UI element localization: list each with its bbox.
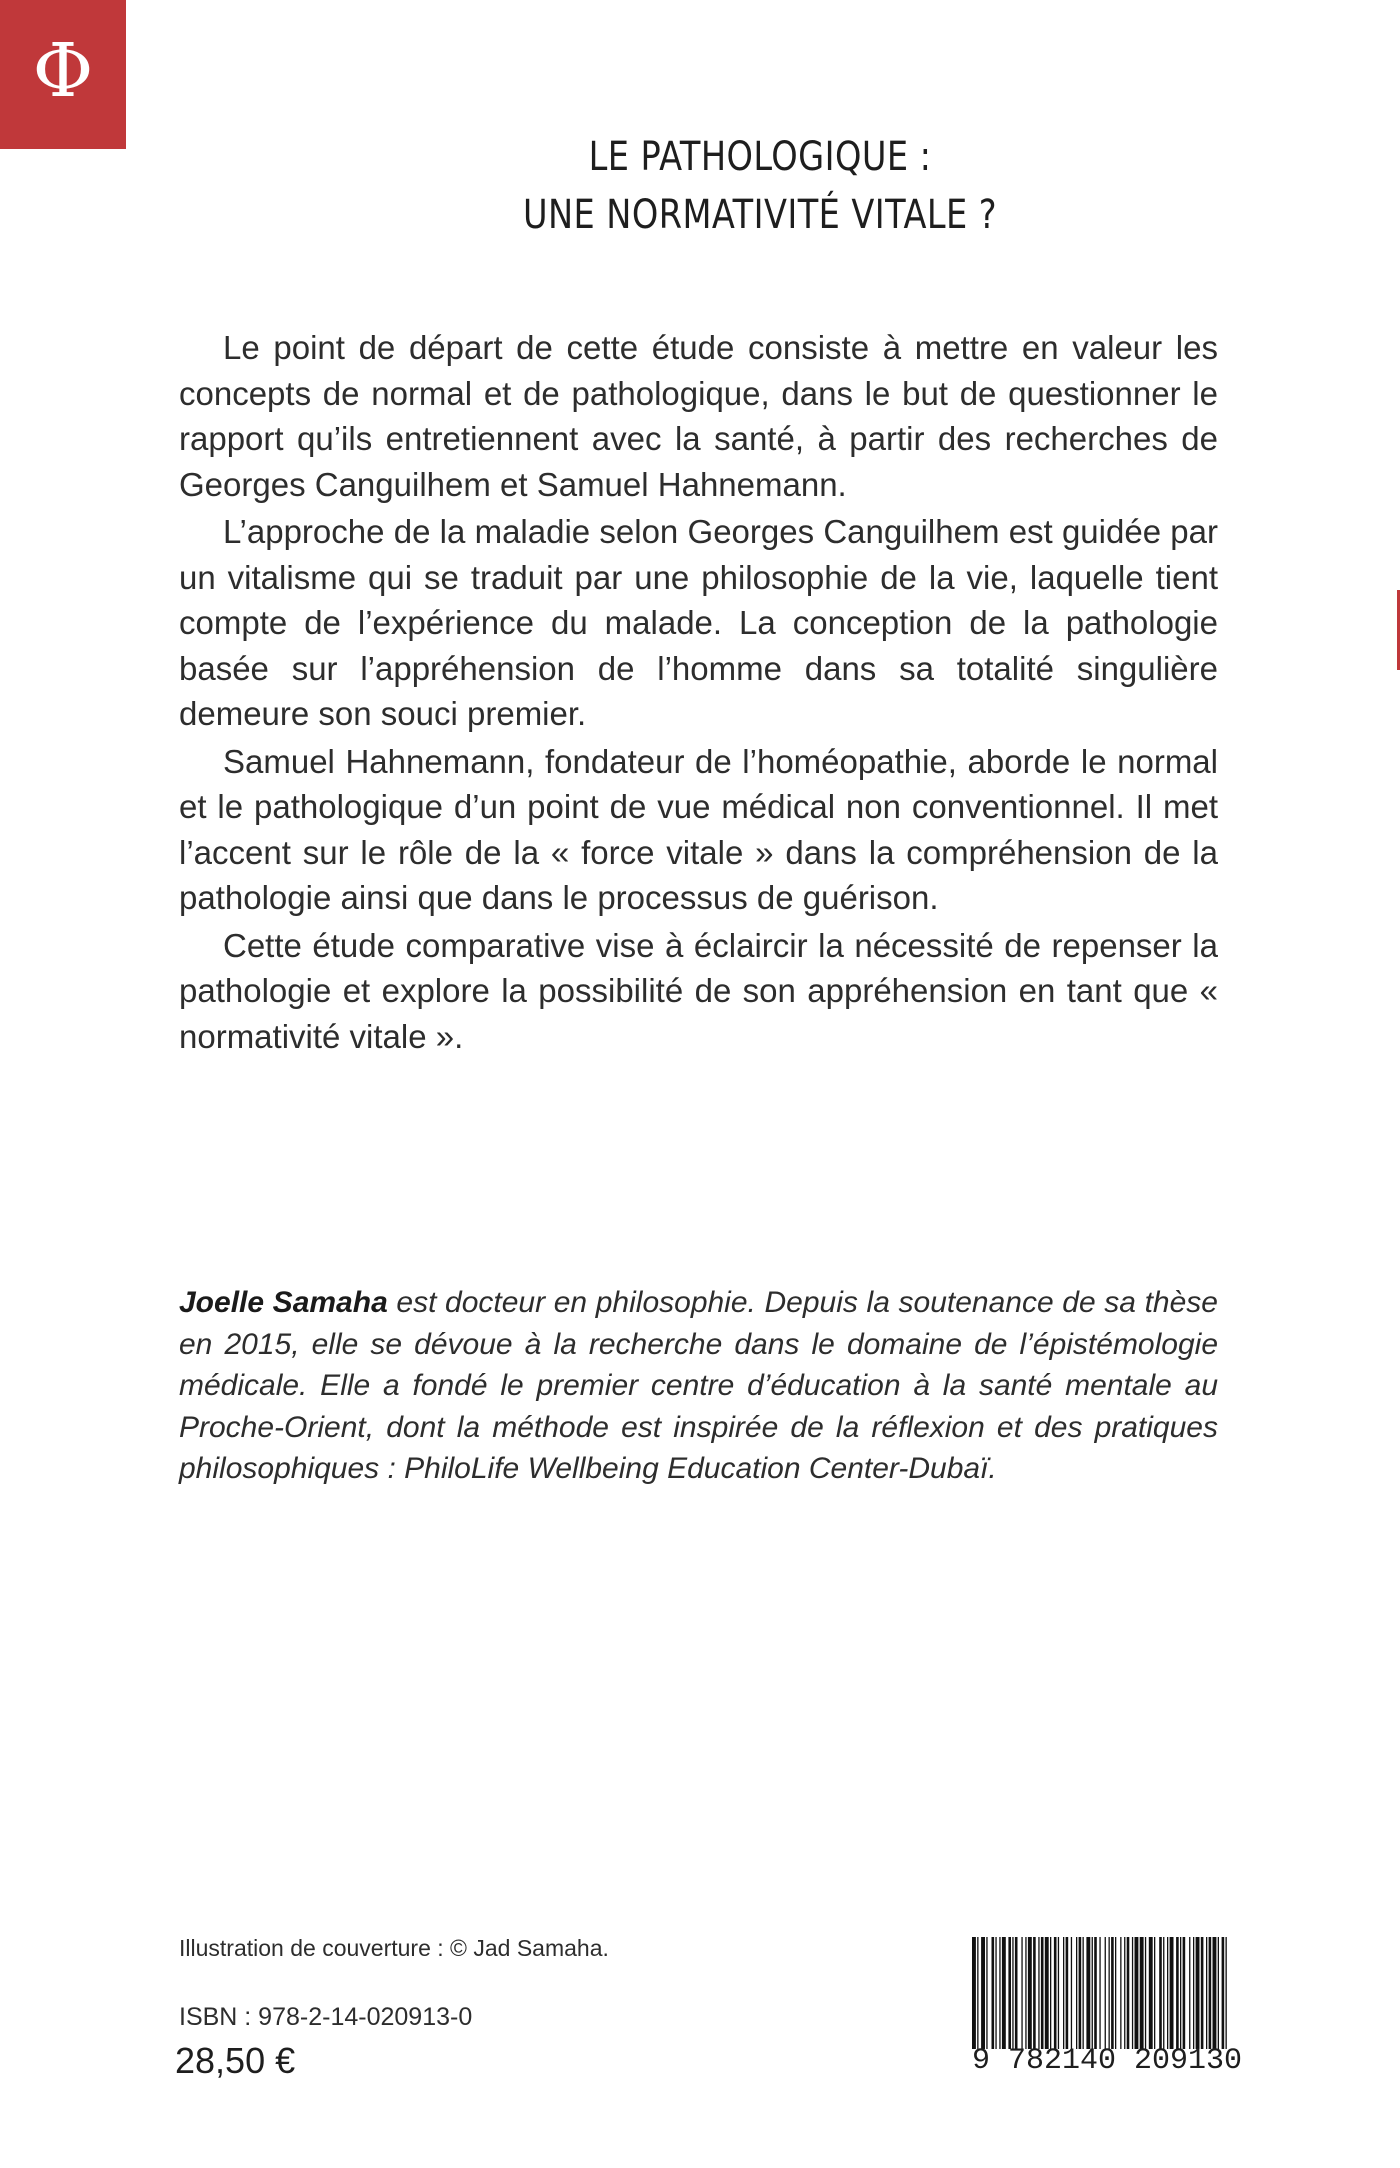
- barcode-digits: 9 782140 209130: [972, 2044, 1243, 2078]
- summary-paragraph: Cette étude comparative vise à éclaircir la nécessité de repenser la pathologie et explore la possibilité de son appréhension en tant que « normativité vitale ».: [179, 926, 1218, 1055]
- price: 28,50 €: [175, 2040, 296, 2081]
- author-name: Joelle Samaha: [179, 1286, 388, 1319]
- title-line-1: LE PATHOLOGIQUE :: [588, 134, 932, 180]
- phi-logo-glyph: Φ: [32, 27, 94, 114]
- barcode-bars: [972, 1937, 1230, 2049]
- author-bio-text: est docteur en philosophie. Depuis la soutenance de sa thèse en 2015, elle se dévoue à la recherche dans le domaine de l’épistémologie médicale. Elle a fondé le premier centre d’éducation à la santé mentale au Proche-Orient, dont la méthode est inspirée de la réflexion et des pratiques philosophiques : PhiloLife Wellbeing Education Center-Dubaï.: [179, 1286, 1218, 1485]
- title-line-2: UNE NORMATIVITÉ VITALE ?: [522, 192, 998, 238]
- summary-paragraph: Le point de départ de cette étude consiste à mettre en valeur les concepts de normal et de pathologique, dans le but de questionner le rapport qu’ils entretiennent avec la santé, à partir des recherches de Georges Canguilhem et Samuel Hahnemann.: [179, 329, 1218, 503]
- isbn: ISBN : 978-2-14-020913-0: [179, 2003, 473, 2031]
- summary-paragraph: Samuel Hahnemann, fondateur de l’homéopathie, aborde le normal et le pathologique d’un point de vue médical non conventionnel. Il met l’accent sur le rôle de la « force vitale » dans la compréhension de la pathologie ainsi que dans le processus de guérison.: [179, 742, 1218, 916]
- book-summary: [179, 325, 1218, 1061]
- cover-credit: Illustration de couverture : © Jad Samaha.: [179, 1935, 609, 1961]
- summary-paragraph: L’approche de la maladie selon Georges Canguilhem est guidée par un vitalisme qui se traduit par une philosophie de la vie, laquelle tient compte de l’expérience du malade. La conception de la pathologie basée sur l’appréhension de l’homme dans sa totalité singulière demeure son souci premier.: [179, 513, 1218, 732]
- book-title: [474, 128, 1045, 244]
- author-bio: [179, 1282, 1218, 1490]
- publisher-logo: [0, 0, 126, 149]
